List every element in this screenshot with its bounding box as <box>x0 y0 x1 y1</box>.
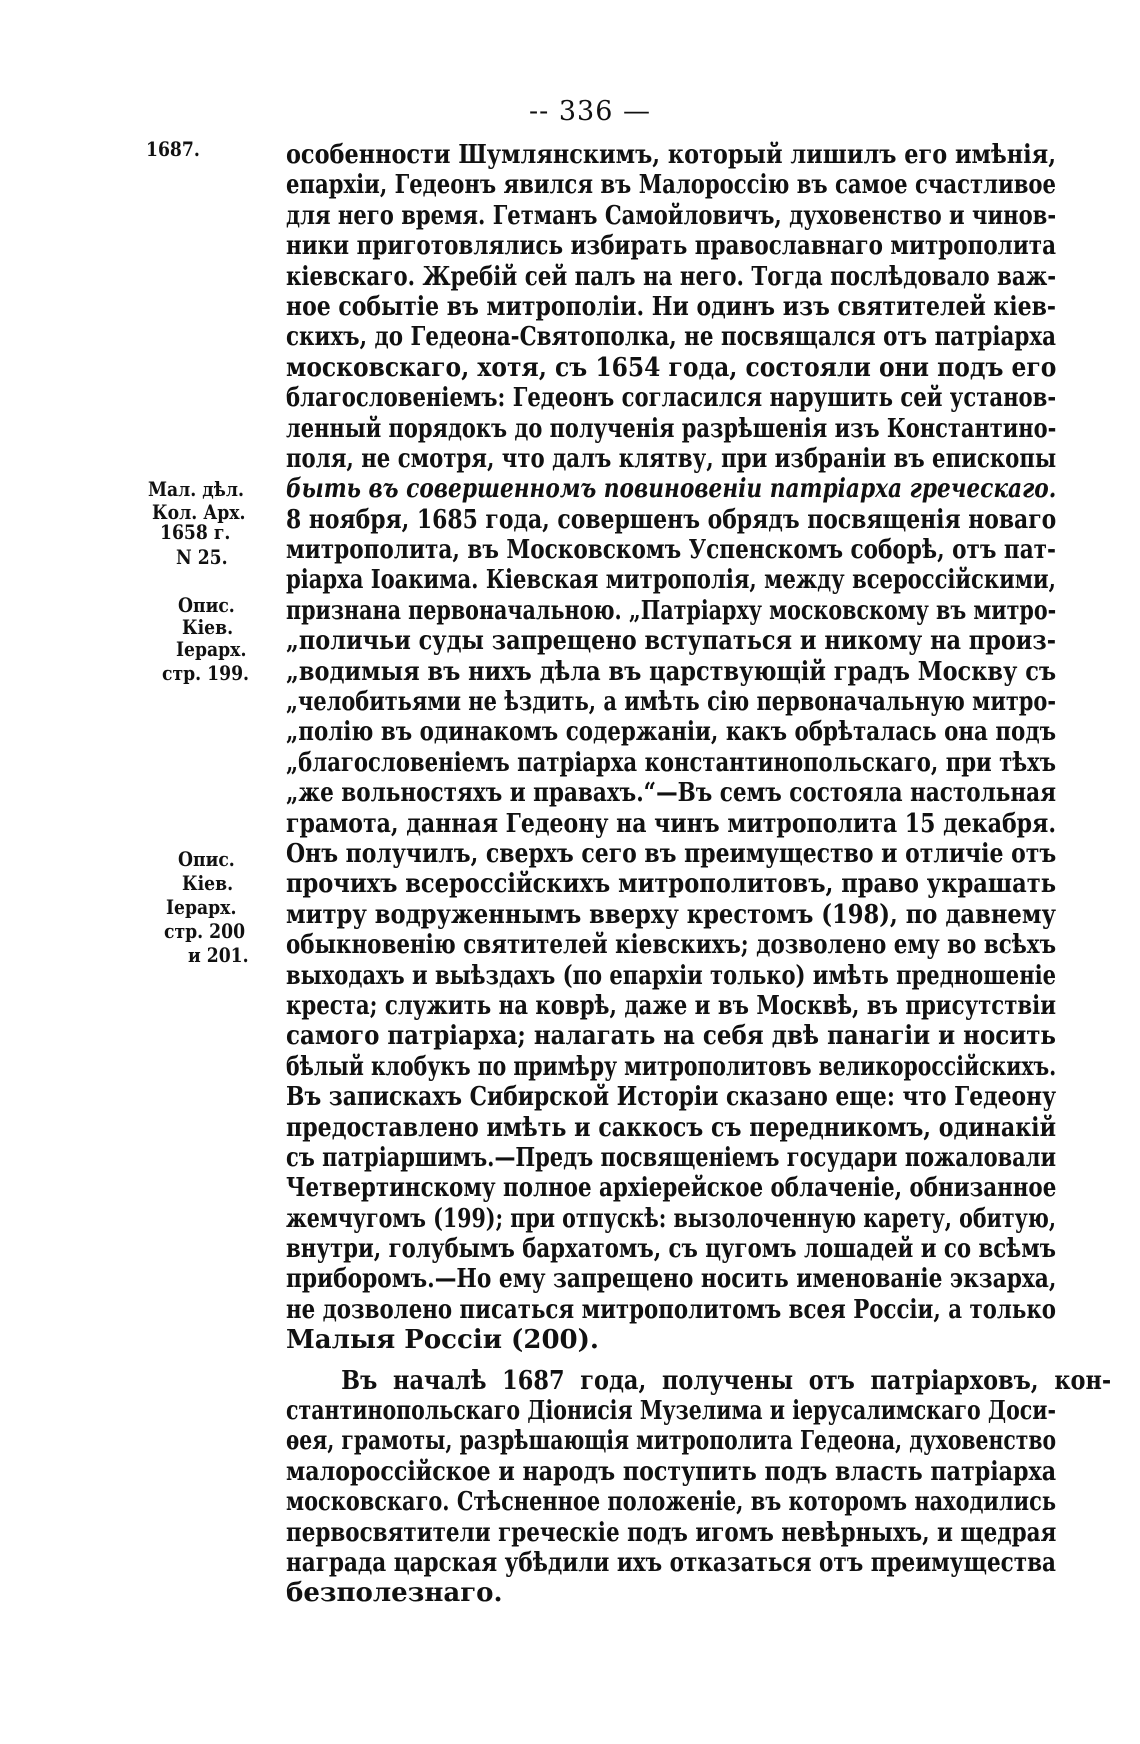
margin-note-i-201: и 201. <box>188 943 249 967</box>
text-line: московскаго, хотя, съ 1654 года, состояли они подъ его <box>286 352 1056 383</box>
text-line: съ патріаршимъ.—Предъ посвященіемъ государи пожаловали <box>286 1142 1056 1173</box>
text-line: предоставлено имѣть и саккосъ съ передникомъ, одинакій <box>286 1112 1056 1143</box>
text-line: грамота, данная Гедеону на чинъ митрополита 15 декабря. <box>286 808 1056 839</box>
text-line: приборомъ.—Но ему запрещено носить именованіе экзарха, <box>286 1264 1056 1295</box>
text-line: ріарха Іоакима. Кіевская митрополія, между всероссійскими, <box>286 565 1056 596</box>
text-line: бѣлый клобукъ по примѣру митрополитовъ великороссійскихъ. <box>286 1051 1056 1082</box>
text-line: „благословеніемъ патріарха константинопольскаго, при тѣхъ <box>286 747 1056 778</box>
text-line: выходахъ и выѣздахъ (по епархіи только) имѣть предношеніе <box>286 960 1056 991</box>
margin-note-n25: N 25. <box>176 545 228 569</box>
text-line: внутри, голубымъ бархатомъ, съ цугомъ лошадей и со всѣмъ <box>286 1234 1056 1265</box>
text-line: ники приготовлялись избирать православнаго митрополита <box>286 231 1056 262</box>
text-line: самого патріарха; налагать на себя двѣ панагіи и носить <box>286 1021 1056 1052</box>
text-line: „же вольностяхъ и правахъ.“—Въ семъ состояла настольная <box>286 778 1056 809</box>
text-line: обыкновенію святителей кіевскихъ; дозволено ему во всѣхъ <box>286 930 1056 961</box>
text-line: ѳея, грамоты, разрѣшающія митрополита Гедеона, духовенство <box>286 1426 1056 1457</box>
text-line: прочихъ всероссійскихъ митрополитовъ, право украшать <box>286 869 1056 900</box>
text-line: Онъ получилъ, сверхъ сего въ преимущество и отличіе отъ <box>286 838 1056 869</box>
text-line: поля, не смотря, что далъ клятву, при избраніи въ епископы <box>286 443 1056 474</box>
margin-note-opis-2: Опис. <box>178 847 235 871</box>
text-line: безполезнаго. <box>286 1578 503 1609</box>
text-line: стантинопольскаго Діонисія Музелима и іерусалимскаго Доси- <box>286 1396 1056 1427</box>
text-line: Четвертинскому полное архіерейское облаченіе, обнизанное <box>286 1173 1056 1204</box>
margin-note-kiev-2: Кіев. <box>182 871 234 895</box>
margin-note-ierarh-2: Іерарх. <box>166 895 237 919</box>
text-line: Въ запискахъ Сибирской Исторіи сказано еще: что Гедеону <box>286 1082 1056 1113</box>
margin-note-kol-arh: Кол. Арх. <box>152 500 246 524</box>
text-line: Малыя Россіи (200). <box>286 1325 599 1356</box>
text-line: митру водруженнымъ вверху крестомъ (198), по давнему <box>286 899 1056 930</box>
page-number: -- 336 — <box>529 96 651 127</box>
margin-note-1658: 1658 г. <box>160 520 231 544</box>
text-line: митрополита, въ Московскомъ Успенскомъ соборѣ, отъ пат- <box>286 535 1056 566</box>
text-line: ное событіе въ митрополіи. Ни одинъ изъ святителей кіев- <box>286 291 1056 322</box>
text-line: московскаго. Стѣсненное положеніе, въ которомъ находились <box>286 1487 1056 1518</box>
text-line: кіевскаго. Жребій сей палъ на него. Тогда послѣдовало важ- <box>286 261 1056 292</box>
margin-note-str-199: стр. 199. <box>162 661 250 685</box>
text-line: благословеніемъ: Гедеонъ согласился нарушить сей установ- <box>286 383 1056 414</box>
text-line: Въ началѣ 1687 года, получены отъ патріарховъ, кон- <box>341 1365 1112 1396</box>
margin-note-ierarh-1: Іерарх. <box>176 637 247 661</box>
margin-note-mal-del: Мал. дѣл. <box>148 477 244 501</box>
text-line: быть въ совершенномъ повиновеніи патріарха греческаго. <box>286 474 1056 505</box>
text-line: епархіи, Гедеонъ явился въ Малороссію въ самое счастливое <box>286 170 1056 201</box>
paragraph-2 <box>286 1365 1112 1609</box>
text-line: первосвятители греческіе подъ игомъ невѣрныхъ, и щедрая <box>286 1517 1056 1548</box>
text-line: награда царская убѣдили ихъ отказаться отъ преимущества <box>286 1547 1056 1578</box>
text-line: жемчугомъ (199); при отпускѣ: вызолоченную карету, обитую, <box>286 1203 1056 1234</box>
text-line: 8 ноября, 1685 года, совершенъ обрядъ посвященія новаго <box>286 504 1056 535</box>
text-line: скихъ, до Гедеона-Святополка, не посвящался отъ патріарха <box>286 322 1056 353</box>
text-line: „поличьи суды запрещено вступаться и никому на произ- <box>286 626 1056 657</box>
text-line: креста; служить на коврѣ, даже и въ Москвѣ, въ присутствіи <box>286 990 1056 1021</box>
body-text <box>286 140 1112 1609</box>
margin-notes <box>0 0 290 1744</box>
margin-note-year: 1687. <box>146 137 200 161</box>
text-line: „водимыя въ нихъ дѣла въ царствующій градъ Москву съ <box>286 656 1056 687</box>
paragraph-1 <box>286 140 1056 1356</box>
text-line: „челобитьями не ѣздить, а имѣть сію первоначальную митро- <box>286 687 1056 718</box>
margin-note-kiev-1: Кіев. <box>182 615 234 639</box>
text-line: не дозволено писаться митрополитомъ всея Россіи, а только <box>286 1294 1056 1325</box>
text-line: ленный порядокъ до полученія разрѣшенія изъ Константино- <box>286 413 1056 444</box>
text-line: для него время. Гетманъ Самойловичъ, духовенство и чинов- <box>286 200 1056 231</box>
text-line: признана первоначальною. „Патріарху московскому въ митро- <box>286 595 1056 626</box>
margin-note-str-200: стр. 200 <box>164 919 246 943</box>
text-line: особенности Шумлянскимъ, который лишилъ его имѣнія, <box>286 140 1056 170</box>
text-line: малороссійское и народъ поступить подъ власть патріарха <box>286 1456 1056 1487</box>
text-line: „полію въ одинакомъ содержаніи, какъ обрѣталась она подъ <box>286 717 1056 748</box>
margin-note-opis-1: Опис. <box>178 593 235 617</box>
